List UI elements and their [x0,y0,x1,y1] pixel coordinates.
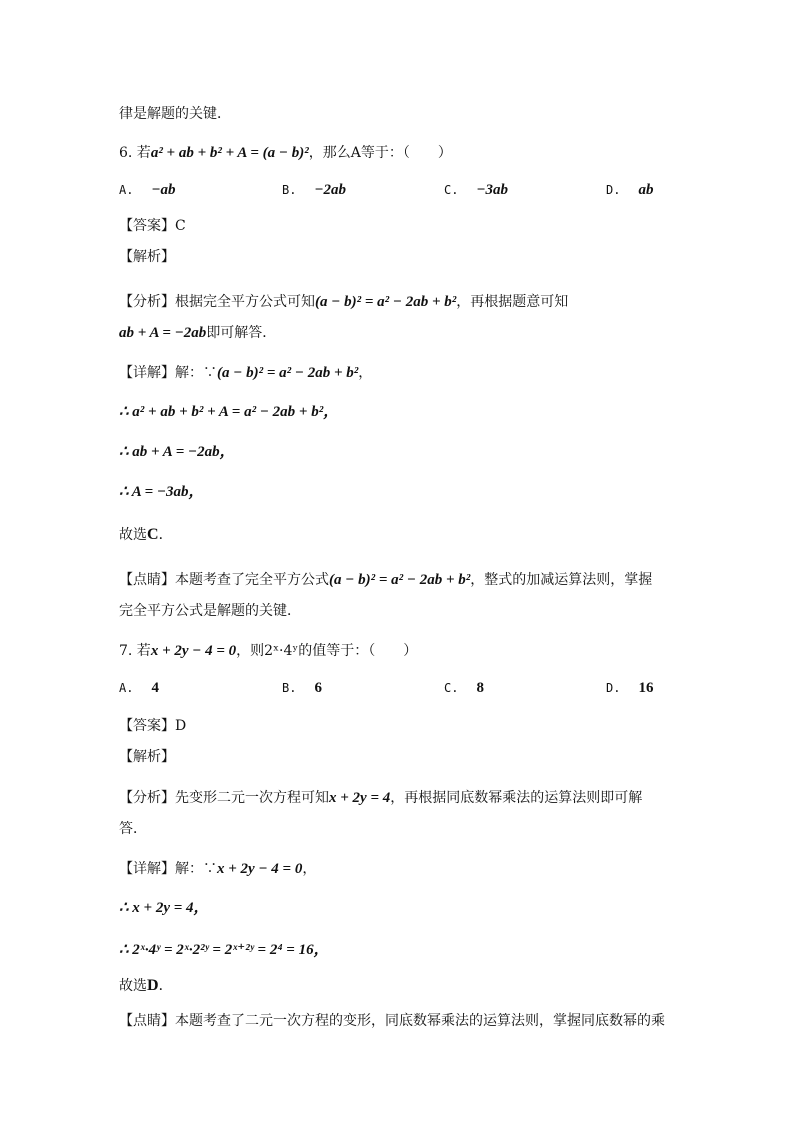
math-expression: x + 2y = 4 [329,790,391,806]
option-label: C. [444,183,459,197]
choose-text: 故选 [119,978,147,994]
text-line [119,104,231,124]
detail-7: 【详解】解：∵x + 2y − 4 = 0， [119,861,317,877]
math-expression: (a − b)² = a² − 2ab + b² [315,294,457,310]
math-expression: ∴ A = −3ab， [119,484,204,500]
option-label: D. [606,183,621,197]
option-label: A. [119,183,134,197]
detail-6-step-2 [119,442,235,462]
dianjing-6 [119,570,652,590]
question-number: 6. 若 [119,145,151,161]
math-expression: ∴ ab + A = −2ab， [119,444,235,460]
fenxi-6-cont [119,323,276,343]
question-text: ，则2ˣ·4ʸ的值等于：（ ） [236,643,418,659]
detail-text: 【详解】解：∵ [119,365,217,381]
fenxi-text: ，再根据同底数幂乘法的运算法则即可解 [390,790,643,806]
math-expression: a² + ab + b² + A = (a − b)² [150,145,309,161]
fenxi-text: 【分析】根据完全平方公式可知 [119,294,315,310]
fenxi-7 [119,788,642,808]
fenxi-text: 即可解答． [206,325,277,341]
analysis-heading-7 [119,747,175,767]
question-7 [119,641,417,661]
option-a [119,680,159,697]
choose-6: 故选C． [119,526,173,543]
text-line-content: 律是解题的关键． [119,106,231,122]
fenxi-text: ，再根据题意可知 [456,294,569,310]
option-value: −ab [151,182,176,198]
dianjing-text: 【点睛】本题考查了二元一次方程的变形，同底数幂乘法的运算法则，掌握同底数幂的乘 [119,1013,665,1029]
option-value: 6 [314,680,322,696]
option-label: C. [444,681,459,695]
math-expression: ∴ a² + ab + b² + A = a² − 2ab + b²， [119,404,339,420]
dianjing-text: 【点睛】本题考查了完全平方公式 [119,572,329,588]
detail-6-step-3 [119,482,204,502]
math-expression: ab + A = −2ab [119,325,207,341]
detail-7-step-2 [119,940,329,960]
option-label: A. [119,681,134,695]
option-label: B. [282,183,297,197]
dianjing-6-cont [119,601,301,621]
answer-7 [119,716,186,736]
detail-text: 【详解】解：∵ [119,861,217,877]
fenxi-7-cont [119,819,147,839]
question-number: 7. 若 [119,643,151,659]
option-value: 4 [151,680,159,696]
math-expression: (a − b)² = a² − 2ab + b² [217,365,359,381]
option-value: ab [638,182,654,198]
detail-6: 【详解】解：∵(a − b)² = a² − 2ab + b²， [119,365,373,381]
detail-7-step-1 [119,898,209,918]
option-c [444,680,484,697]
fenxi-text: 【分析】先变形二元一次方程可知 [119,790,329,806]
math-expression: ∴ 2ˣ·4ʸ = 2ˣ·2²ʸ = 2ˣ⁺²ʸ = 2⁴ = 16， [119,942,329,958]
option-c [444,182,508,199]
option-d [606,680,653,697]
answer-6 [119,216,186,236]
fenxi-6 [119,292,568,312]
question-text: ，那么A等于：（ ） [308,145,452,161]
detail-6-step-1 [119,402,338,422]
choice-letter: C [147,526,159,543]
answer-text: 【答案】C [119,218,186,234]
choose-text: 故选 [119,527,147,543]
choice-letter: D [147,977,159,994]
option-value: 16 [638,680,654,696]
option-value: −2ab [314,182,347,198]
dianjing-text: 完全平方公式是解题的关键． [119,603,301,619]
analysis-heading: 【解析】 [119,249,175,265]
option-value: 8 [476,680,484,696]
dianjing-7 [119,1011,665,1031]
option-value: −3ab [476,182,509,198]
question-6 [119,143,452,163]
option-b [282,680,322,697]
option-label: B. [282,681,297,695]
fenxi-text: 答． [119,821,147,837]
dianjing-text: ，整式的加减运算法则，掌握 [470,572,653,588]
math-expression: x + 2y − 4 = 0 [150,643,237,659]
math-expression: x + 2y − 4 = 0 [217,861,303,877]
math-expression: ∴ x + 2y = 4， [119,900,209,916]
option-a [119,182,176,199]
analysis-heading: 【解析】 [119,749,175,765]
math-expression: (a − b)² = a² − 2ab + b² [329,572,471,588]
analysis-heading-6 [119,247,175,267]
option-d [606,182,653,199]
option-label: D. [606,681,621,695]
choose-7: 故选D． [119,977,173,994]
answer-text: 【答案】D [119,718,187,734]
option-b [282,182,346,199]
